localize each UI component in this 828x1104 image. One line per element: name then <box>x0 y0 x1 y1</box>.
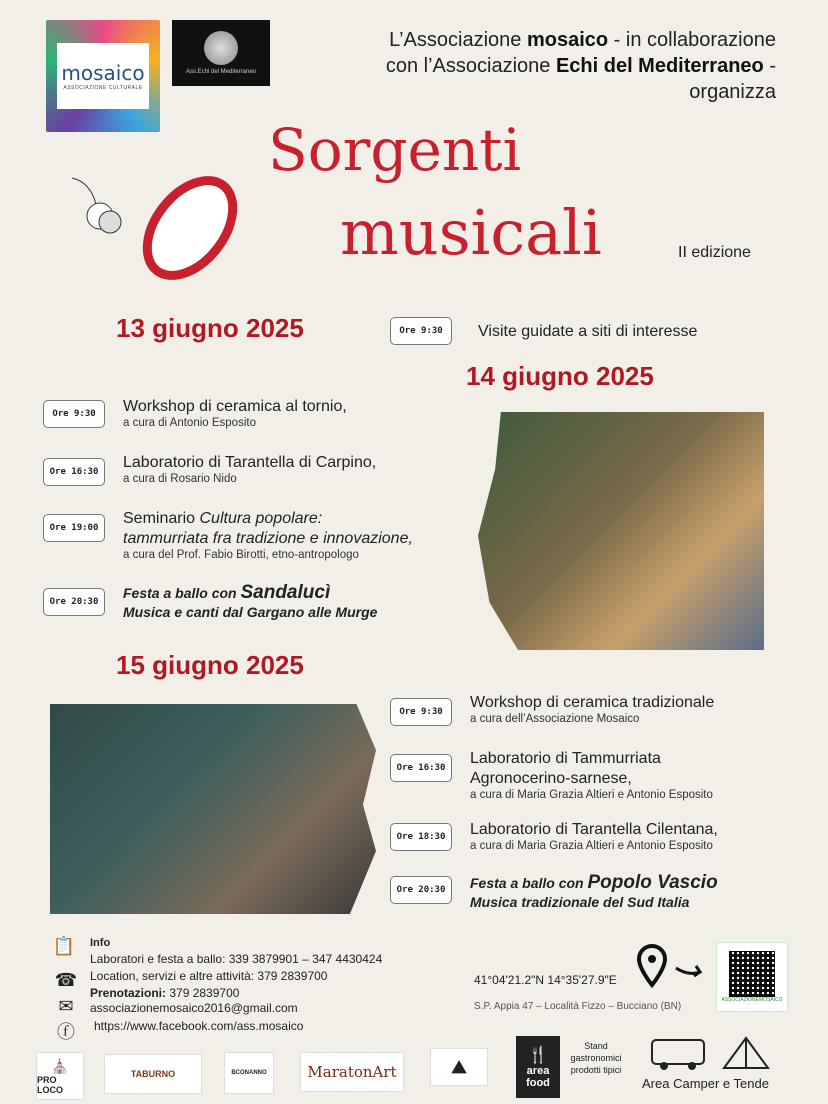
organizers-text <box>386 27 776 105</box>
event-title-2: tammurriata fra tradizione e innovazione, <box>123 530 413 547</box>
title-line2: musicali <box>340 196 602 269</box>
org-l2-pre: con l’Associazione <box>385 55 556 77</box>
info-line2: Location, servizi e altre attività: 379 2839700 <box>90 969 328 983</box>
time-badge: Ore 20:30 <box>390 876 452 904</box>
event-title: Laboratorio di Tarantella di Carpino, <box>123 454 377 471</box>
castanets-icon <box>72 178 121 233</box>
title-line1: Sorgenti <box>268 116 522 184</box>
bookings-phone: 379 2839700 <box>166 986 240 1000</box>
clipboard-icon: 📋 <box>52 936 76 956</box>
event-title: Laboratorio di Tammurriata <box>470 750 661 767</box>
map-pin-icon <box>634 942 714 992</box>
time-badge: Ore 16:30 <box>390 754 452 782</box>
facebook-link[interactable]: https://www.facebook.com/ass.mosaico <box>94 1019 304 1033</box>
event-sub: a cura del Prof. Fabio Birotti, etno-antropologo <box>123 549 359 561</box>
taburno-label: TABURNO <box>130 1069 176 1079</box>
coordinates: 41°04'21.2"N 14°35'27.9"E <box>474 973 617 987</box>
time-badge: Ore 18:30 <box>390 823 452 851</box>
sponsor-emblem <box>430 1048 488 1086</box>
event-bold-pre: Festa a ballo con <box>470 875 588 891</box>
taburno-logo <box>104 1054 202 1094</box>
event-bold-pre: Festa a ballo con <box>123 585 241 601</box>
tambourine-illustration <box>66 172 238 284</box>
org-l1-pre: L’Associazione <box>389 29 527 51</box>
time-badge: Ore 19:00 <box>43 514 105 542</box>
event-title: Laboratorio di Tarantella Cilentana, <box>470 821 718 838</box>
event-item <box>470 693 714 725</box>
phone-icon: ☎ <box>54 970 78 990</box>
qr-code-icon <box>729 951 775 997</box>
mail-icon: ✉ <box>58 996 74 1016</box>
event-item <box>470 872 718 910</box>
time-badge: Ore 9:30 <box>390 698 452 726</box>
proloco-logo <box>36 1052 84 1100</box>
event-item <box>470 820 718 852</box>
time-badge: Ore 9:30 <box>390 317 452 345</box>
camper-tent-icon <box>648 1034 796 1074</box>
maratonart-label: MaratonArt <box>307 1063 397 1081</box>
tambourine-icon <box>130 172 238 284</box>
address: S.P. Appia 47 – Località Fizzo – Bucciano (BN) <box>474 1001 682 1012</box>
event-band: Sandalucì <box>240 582 331 603</box>
event-item <box>123 397 347 429</box>
event-item <box>123 582 377 620</box>
date-14: 14 giugno 2025 <box>466 361 654 391</box>
info-label: Info <box>90 937 111 949</box>
event-title: Workshop di ceramica al tornio, <box>123 398 347 415</box>
proloco-label: PRO LOCO <box>37 1074 63 1095</box>
coin-icon <box>204 31 238 65</box>
crest-icon: ⛪ <box>51 1057 69 1074</box>
facebook-icon: ⓕ <box>57 1022 75 1042</box>
qr-code[interactable] <box>716 942 788 1012</box>
event-item <box>470 749 713 801</box>
event-item <box>123 453 376 485</box>
event-title: Workshop di ceramica tradizionale <box>470 694 715 711</box>
stand-label: Stand gastronomici prodotti tipici <box>570 1041 622 1075</box>
bconanno-label: BCONANNO <box>231 1070 267 1076</box>
org-l2-bold: Echi del Mediterraneo <box>555 55 764 77</box>
event-sub: a cura di Rosario Nido <box>123 473 237 485</box>
event-band: Popolo Vascio <box>587 872 718 893</box>
edition-label: II edizione <box>678 244 751 261</box>
event-bold-sub: Musica tradizionale del Sud Italia <box>470 894 690 910</box>
event-sub: a cura di Maria Grazia Altieri e Antonio Esposito <box>470 789 713 801</box>
org-l2-post: - <box>763 55 776 77</box>
mountain-icon: ⛰ <box>451 1056 467 1077</box>
area-food-badge <box>516 1036 560 1098</box>
event-title-italic: Cultura popolare: <box>199 510 323 527</box>
echi-logo-label: Ass.Echi del Mediterraneo <box>185 69 257 75</box>
camper-label: Area Camper e Tende <box>642 1076 769 1091</box>
email-link[interactable]: associazionemosaico2016@gmail.com <box>90 1001 298 1015</box>
echi-logo <box>172 20 270 86</box>
mosaico-logo-sub: ASSOCIAZIONE CULTURALE <box>63 85 143 91</box>
mosaico-logo <box>46 20 160 132</box>
maratonart-logo <box>300 1052 404 1092</box>
cutlery-icon: 🍴 <box>528 1047 548 1064</box>
org-l1-bold: mosaico <box>526 29 609 51</box>
info-line1: Laboratori e festa a ballo: 339 3879901 – 347 4430424 <box>90 952 383 966</box>
time-badge: Ore 20:30 <box>43 588 105 616</box>
bconanno-logo <box>224 1052 274 1094</box>
date-15: 15 giugno 2025 <box>116 650 304 680</box>
mosaico-logo-name: mosaico <box>61 61 145 85</box>
qr-caption: ASSOCIAZIONEMOSAICO <box>721 997 783 1003</box>
event-sub: a cura di Maria Grazia Altieri e Antonio Esposito <box>470 840 713 852</box>
date-13: 13 giugno 2025 <box>116 313 304 343</box>
event-title: Visite guidate a siti di interesse <box>478 323 698 340</box>
event-item <box>123 509 413 561</box>
time-badge: Ore 16:30 <box>43 458 105 486</box>
org-l3: organizza <box>689 81 776 103</box>
event-sub: a cura di Antonio Esposito <box>123 417 256 429</box>
area-food-label: area food <box>526 1065 550 1089</box>
event-title-2: Agronocerino-sarnese, <box>470 770 632 787</box>
event-sub: a cura dell’Associazione Mosaico <box>470 713 640 725</box>
event-title-pre: Seminario <box>123 510 200 527</box>
band-photo-popolo-vascio <box>50 704 376 914</box>
bookings-label: Prenotazioni: <box>90 986 167 1000</box>
event-bold-sub: Musica e canti dal Gargano alle Murge <box>123 604 378 620</box>
org-l1-post: - in collaborazione <box>608 29 776 51</box>
band-photo-sandaluci <box>478 412 764 650</box>
time-badge: Ore 9:30 <box>43 400 105 428</box>
